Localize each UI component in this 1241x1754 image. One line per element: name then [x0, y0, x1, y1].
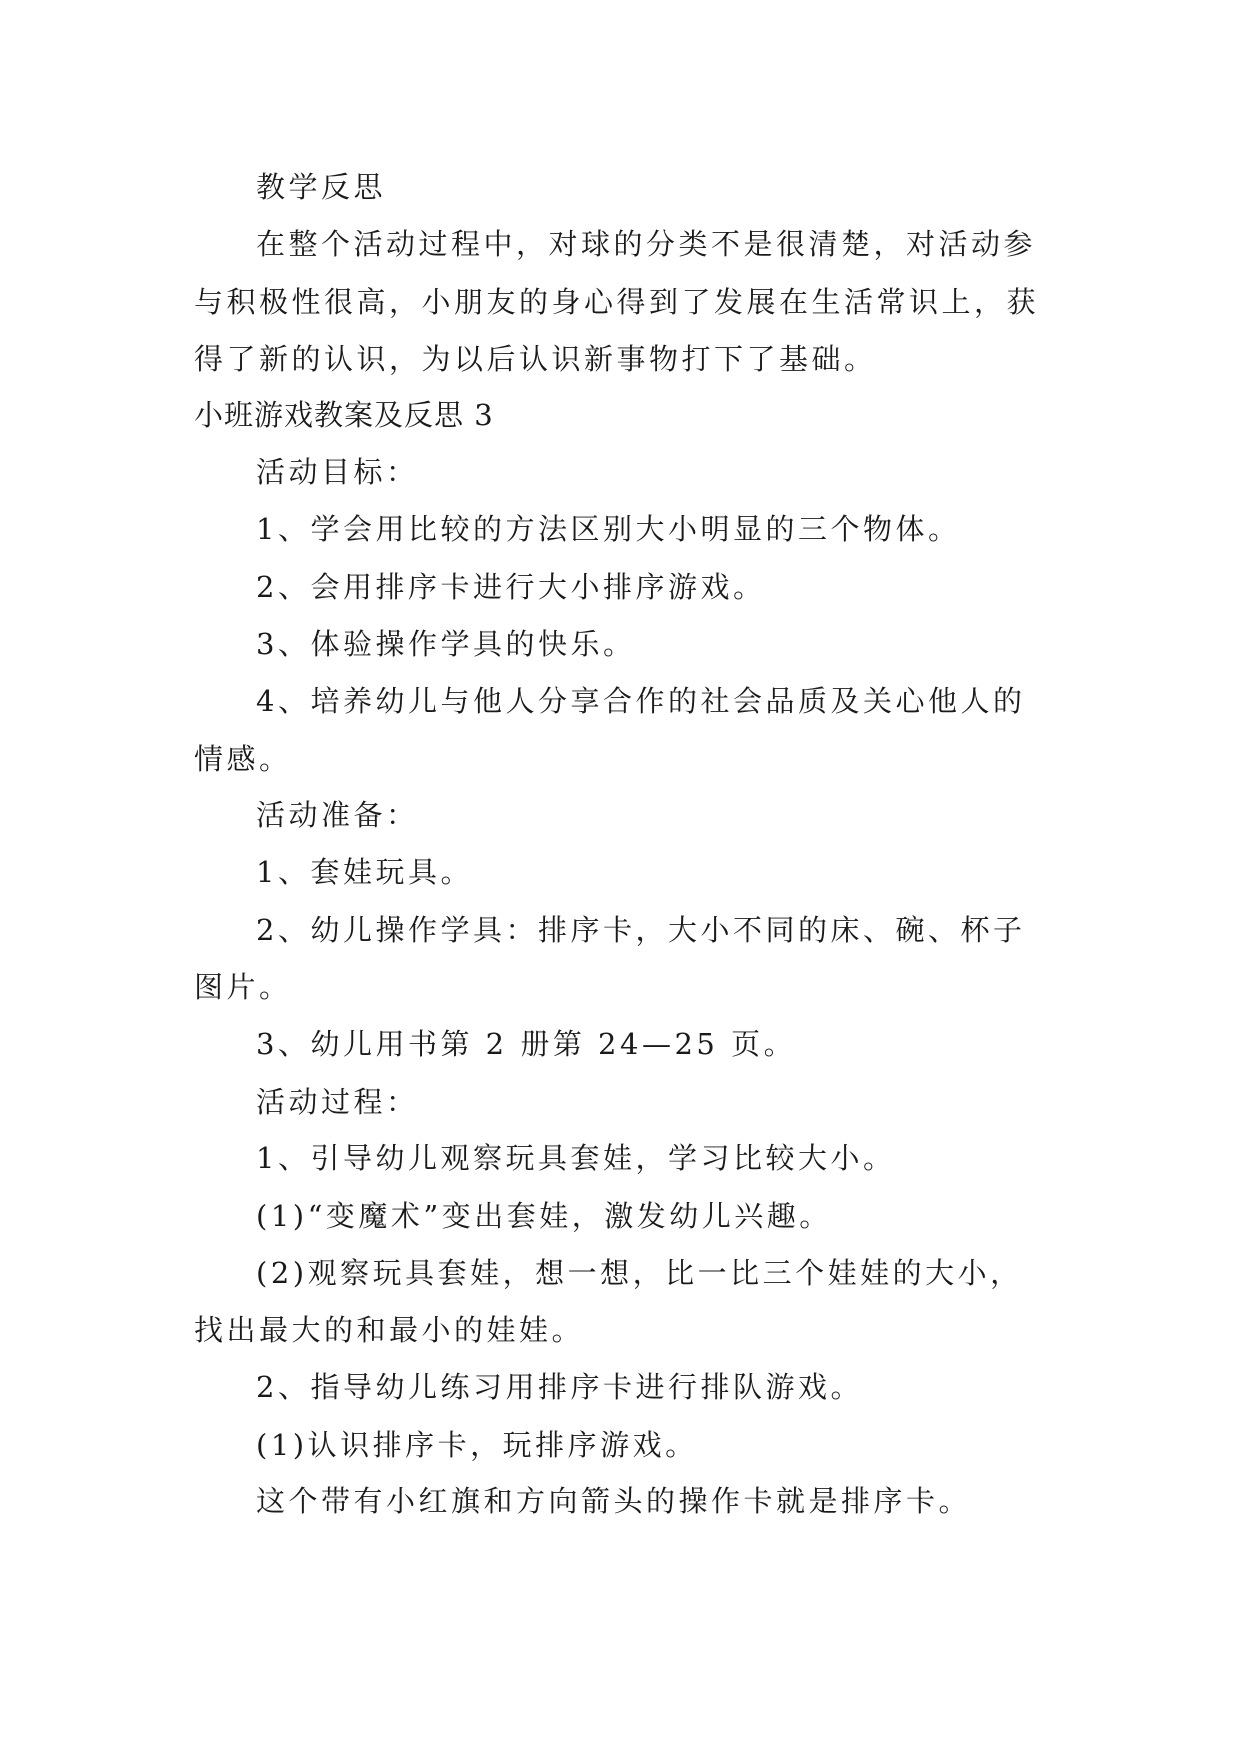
list-item: 2、幼儿操作学具：排序卡，大小不同的床、碗、杯子: [256, 913, 1026, 947]
paragraph-line: 在整个活动过程中，对球的分类不是很清楚，对活动参: [256, 227, 1037, 261]
section-title: 小班游戏教案及反思 3: [194, 398, 494, 432]
list-item: 4、培养幼儿与他人分享合作的社会品质及关心他人的: [256, 684, 1026, 718]
paragraph-line: 与积极性很高，小朋友的身心得到了发展在生活常识上，获: [194, 285, 1040, 319]
list-item: 2、会用排序卡进行大小排序游戏。: [256, 570, 766, 604]
list-item-continuation: 情感。: [194, 742, 292, 776]
subheading-process: 活动过程：: [256, 1085, 419, 1119]
list-item: (1)认识排序卡，玩排序游戏。: [256, 1428, 698, 1462]
list-item-continuation: 找出最大的和最小的娃娃。: [194, 1313, 585, 1347]
subheading-goals: 活动目标：: [256, 455, 419, 489]
list-item: 1、套娃玩具。: [256, 855, 473, 889]
list-item: (1)“变魔术”变出套娃，激发幼儿兴趣。: [256, 1199, 832, 1233]
paragraph-line: 这个带有小红旗和方向箭头的操作卡就是排序卡。: [256, 1484, 972, 1518]
list-item: 3、体验操作学具的快乐。: [256, 627, 636, 661]
list-item: 1、引导幼儿观察玩具套娃，学习比较大小。: [256, 1141, 896, 1175]
list-item: 3、幼儿用书第 2 册第 24—25 页。: [256, 1027, 797, 1061]
list-item: 2、指导幼儿练习用排序卡进行排队游戏。: [256, 1370, 863, 1404]
list-item: (2)观察玩具套娃，想一想，比一比三个娃娃的大小，: [256, 1256, 1023, 1290]
paragraph-line: 得了新的认识，为以后认识新事物打下了基础。: [194, 342, 877, 376]
list-item-continuation: 图片。: [194, 970, 292, 1004]
list-item: 1、学会用比较的方法区别大小明显的三个物体。: [256, 512, 961, 546]
reflection-heading: 教学反思: [256, 170, 387, 204]
subheading-preparation: 活动准备：: [256, 798, 419, 832]
